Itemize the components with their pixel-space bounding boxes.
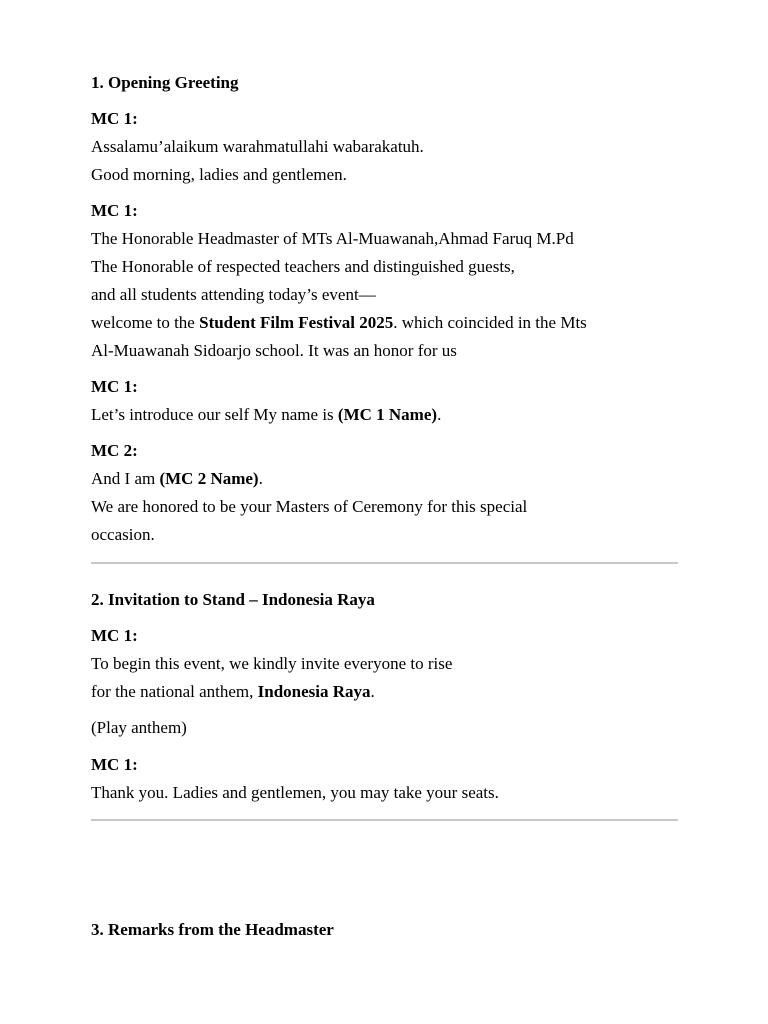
speaker-label: MC 1:: [91, 755, 138, 774]
script-line: [91, 682, 375, 702]
script-line: Al-Muawanah Sidoarjo school. It was an honor for us: [91, 341, 457, 360]
speaker-label: MC 2:: [91, 441, 138, 460]
text-run: And I am: [91, 469, 160, 488]
script-line: [91, 469, 263, 489]
script-line: and all students attending today’s event—: [91, 285, 376, 304]
text-run: .: [258, 469, 263, 488]
mc-name-placeholder: (MC 1 Name): [337, 405, 438, 424]
script-line: The Honorable Headmaster of MTs Al-Muawanah,Ahmad Faruq M.Pd: [91, 229, 574, 248]
section-divider: [91, 819, 678, 821]
anthem-name: Indonesia Raya: [257, 682, 371, 701]
section-divider: [91, 562, 678, 564]
script-line: Assalamu’alaikum warahmatullahi wabarakatuh.: [91, 137, 424, 156]
script-line: The Honorable of respected teachers and distinguished guests,: [91, 257, 515, 276]
script-line: To begin this event, we kindly invite everyone to rise: [91, 654, 453, 673]
speaker-label: MC 1:: [91, 377, 138, 396]
script-line: Good morning, ladies and gentlemen.: [91, 165, 347, 184]
script-line: Thank you. Ladies and gentlemen, you may take your seats.: [91, 783, 499, 802]
text-run: .: [437, 405, 442, 424]
script-line: We are honored to be your Masters of Ceremony for this special: [91, 497, 528, 516]
script-line: [91, 405, 441, 425]
text-run: for the national anthem,: [91, 682, 258, 701]
section-heading: 1. Opening Greeting: [91, 73, 239, 92]
mc-name-placeholder: (MC 2 Name): [159, 469, 259, 488]
speaker-label: MC 1:: [91, 201, 138, 220]
text-run: Let’s introduce our self My name is: [91, 405, 338, 424]
event-name: Student Film Festival 2025: [199, 313, 394, 332]
speaker-label: MC 1:: [91, 109, 138, 128]
section-heading: 3. Remarks from the Headmaster: [91, 920, 334, 939]
script-line: [91, 313, 587, 333]
text-run: .: [370, 682, 375, 701]
script-line: occasion.: [91, 525, 155, 544]
stage-direction: (Play anthem): [91, 718, 187, 737]
text-run: welcome to the: [91, 313, 200, 332]
section-heading: 2. Invitation to Stand – Indonesia Raya: [91, 590, 375, 609]
speaker-label: MC 1:: [91, 626, 138, 645]
text-run: . which coincided in the Mts: [393, 313, 587, 332]
